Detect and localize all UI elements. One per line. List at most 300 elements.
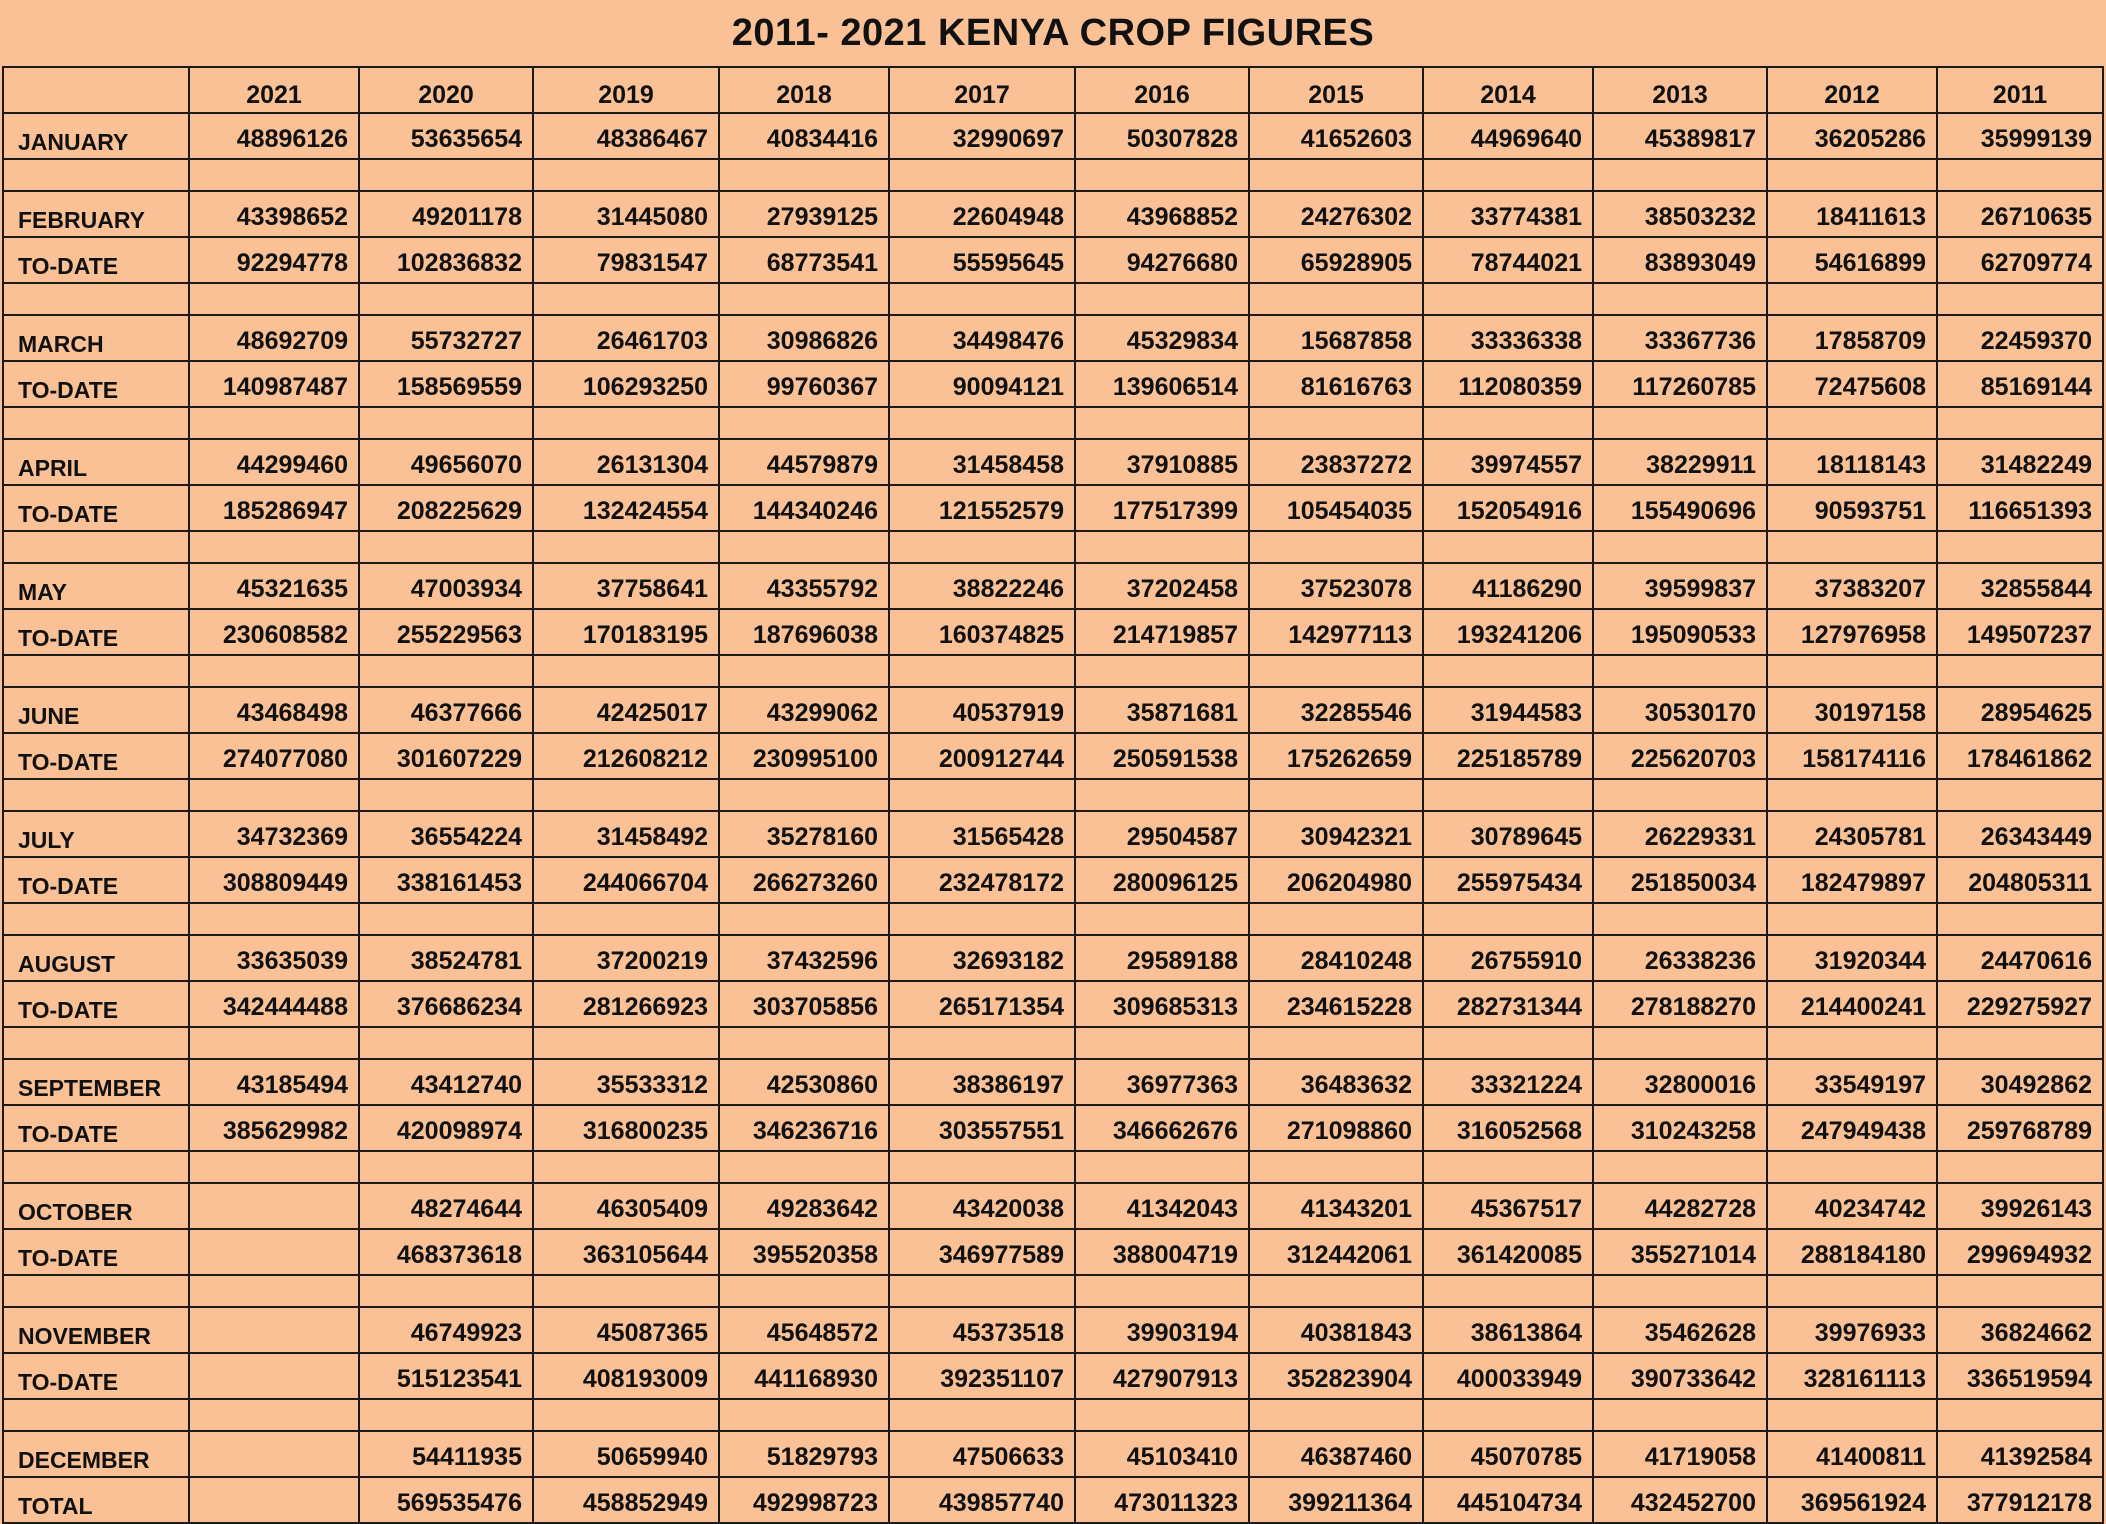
value-cell: 569535476 xyxy=(359,1477,533,1523)
table-row xyxy=(3,315,2103,361)
empty-cell xyxy=(533,1399,719,1431)
value-cell: 170183195 xyxy=(533,609,719,655)
spacer-row xyxy=(3,407,2103,439)
empty-cell xyxy=(189,1399,359,1431)
value-cell: 47003934 xyxy=(359,563,533,609)
empty-cell xyxy=(1593,903,1767,935)
empty-cell xyxy=(359,159,533,191)
empty-cell xyxy=(719,407,889,439)
empty-cell xyxy=(1075,407,1249,439)
value-cell: 37202458 xyxy=(1075,563,1249,609)
value-cell: 106293250 xyxy=(533,361,719,407)
empty-cell xyxy=(3,655,189,687)
value-cell: 41400811 xyxy=(1767,1431,1937,1477)
value-cell: 250591538 xyxy=(1075,733,1249,779)
value-cell: 28410248 xyxy=(1249,935,1423,981)
crop-figures-table xyxy=(2,66,2104,1524)
empty-cell xyxy=(1249,1151,1423,1183)
value-cell: 278188270 xyxy=(1593,981,1767,1027)
value-cell: 445104734 xyxy=(1423,1477,1593,1523)
value-cell: 352823904 xyxy=(1249,1353,1423,1399)
empty-cell xyxy=(189,531,359,563)
value-cell: 458852949 xyxy=(533,1477,719,1523)
value-cell: 271098860 xyxy=(1249,1105,1423,1151)
empty-cell xyxy=(1937,779,2103,811)
table-row xyxy=(3,113,2103,159)
empty-cell xyxy=(889,1275,1075,1307)
empty-cell xyxy=(889,1027,1075,1059)
table-row xyxy=(3,563,2103,609)
spacer-row xyxy=(3,1027,2103,1059)
value-cell: 85169144 xyxy=(1937,361,2103,407)
value-cell: 299694932 xyxy=(1937,1229,2103,1275)
empty-cell xyxy=(1075,1399,1249,1431)
empty-cell xyxy=(1767,779,1937,811)
empty-cell xyxy=(359,903,533,935)
empty-cell xyxy=(719,1399,889,1431)
value-cell: 39974557 xyxy=(1423,439,1593,485)
value-cell: 121552579 xyxy=(889,485,1075,531)
empty-cell xyxy=(533,283,719,315)
spacer-row xyxy=(3,1399,2103,1431)
value-cell: 355271014 xyxy=(1593,1229,1767,1275)
value-cell: 30197158 xyxy=(1767,687,1937,733)
empty-cell xyxy=(1249,1027,1423,1059)
value-cell xyxy=(189,1307,359,1353)
value-cell: 22604948 xyxy=(889,191,1075,237)
empty-cell xyxy=(1423,407,1593,439)
value-cell: 38386197 xyxy=(889,1059,1075,1105)
value-cell: 41343201 xyxy=(1249,1183,1423,1229)
empty-cell xyxy=(1937,1151,2103,1183)
value-cell: 48896126 xyxy=(189,113,359,159)
value-cell: 363105644 xyxy=(533,1229,719,1275)
spacer-row xyxy=(3,159,2103,191)
value-cell: 43412740 xyxy=(359,1059,533,1105)
value-cell: 43468498 xyxy=(189,687,359,733)
value-cell: 35533312 xyxy=(533,1059,719,1105)
value-cell: 39976933 xyxy=(1767,1307,1937,1353)
year-header: 2018 xyxy=(719,67,889,113)
value-cell: 182479897 xyxy=(1767,857,1937,903)
value-cell: 32990697 xyxy=(889,113,1075,159)
year-header: 2016 xyxy=(1075,67,1249,113)
value-cell: 142977113 xyxy=(1249,609,1423,655)
value-cell: 255975434 xyxy=(1423,857,1593,903)
empty-cell xyxy=(1767,1399,1937,1431)
empty-cell xyxy=(1937,159,2103,191)
empty-cell xyxy=(1249,283,1423,315)
row-label: TO-DATE xyxy=(3,485,189,531)
value-cell: 33336338 xyxy=(1423,315,1593,361)
empty-cell xyxy=(1593,407,1767,439)
value-cell: 45087365 xyxy=(533,1307,719,1353)
empty-cell xyxy=(533,1151,719,1183)
value-cell: 31458492 xyxy=(533,811,719,857)
empty-cell xyxy=(1075,159,1249,191)
value-cell: 90593751 xyxy=(1767,485,1937,531)
value-cell: 400033949 xyxy=(1423,1353,1593,1399)
empty-cell xyxy=(1423,283,1593,315)
empty-cell xyxy=(1423,779,1593,811)
value-cell: 68773541 xyxy=(719,237,889,283)
row-label: TO-DATE xyxy=(3,361,189,407)
empty-cell xyxy=(1767,159,1937,191)
value-cell: 214719857 xyxy=(1075,609,1249,655)
empty-cell xyxy=(1423,1275,1593,1307)
table-row xyxy=(3,1059,2103,1105)
value-cell: 46305409 xyxy=(533,1183,719,1229)
value-cell: 92294778 xyxy=(189,237,359,283)
empty-cell xyxy=(1423,159,1593,191)
header-corner-cell xyxy=(3,67,189,113)
spacer-row xyxy=(3,655,2103,687)
value-cell: 55732727 xyxy=(359,315,533,361)
value-cell: 78744021 xyxy=(1423,237,1593,283)
value-cell: 473011323 xyxy=(1075,1477,1249,1523)
value-cell: 41392584 xyxy=(1937,1431,2103,1477)
empty-cell xyxy=(719,1275,889,1307)
value-cell: 90094121 xyxy=(889,361,1075,407)
value-cell: 45103410 xyxy=(1075,1431,1249,1477)
page-title: 2011- 2021 KENYA CROP FIGURES xyxy=(731,12,1375,54)
empty-cell xyxy=(3,1399,189,1431)
value-cell: 281266923 xyxy=(533,981,719,1027)
value-cell: 45648572 xyxy=(719,1307,889,1353)
value-cell: 439857740 xyxy=(889,1477,1075,1523)
spacer-row xyxy=(3,531,2103,563)
empty-cell xyxy=(1937,407,2103,439)
empty-cell xyxy=(719,531,889,563)
value-cell: 234615228 xyxy=(1249,981,1423,1027)
empty-cell xyxy=(3,283,189,315)
empty-cell xyxy=(1937,531,2103,563)
value-cell: 99760367 xyxy=(719,361,889,407)
value-cell: 72475608 xyxy=(1767,361,1937,407)
empty-cell xyxy=(889,283,1075,315)
value-cell: 158569559 xyxy=(359,361,533,407)
table-row xyxy=(3,361,2103,407)
row-label: TOTAL xyxy=(3,1477,189,1523)
value-cell: 17858709 xyxy=(1767,315,1937,361)
value-cell: 468373618 xyxy=(359,1229,533,1275)
empty-cell xyxy=(359,283,533,315)
empty-cell xyxy=(3,1151,189,1183)
value-cell: 45070785 xyxy=(1423,1431,1593,1477)
value-cell: 338161453 xyxy=(359,857,533,903)
empty-cell xyxy=(1593,655,1767,687)
value-cell: 31944583 xyxy=(1423,687,1593,733)
empty-cell xyxy=(189,283,359,315)
empty-cell xyxy=(1075,1151,1249,1183)
value-cell: 37910885 xyxy=(1075,439,1249,485)
value-cell: 26461703 xyxy=(533,315,719,361)
value-cell: 265171354 xyxy=(889,981,1075,1027)
value-cell: 187696038 xyxy=(719,609,889,655)
empty-cell xyxy=(1937,1399,2103,1431)
value-cell: 42530860 xyxy=(719,1059,889,1105)
value-cell: 18118143 xyxy=(1767,439,1937,485)
value-cell: 369561924 xyxy=(1767,1477,1937,1523)
value-cell: 230608582 xyxy=(189,609,359,655)
value-cell: 32285546 xyxy=(1249,687,1423,733)
row-label: TO-DATE xyxy=(3,1105,189,1151)
row-label: JUNE xyxy=(3,687,189,733)
empty-cell xyxy=(533,903,719,935)
value-cell: 206204980 xyxy=(1249,857,1423,903)
empty-cell xyxy=(533,159,719,191)
value-cell: 193241206 xyxy=(1423,609,1593,655)
empty-cell xyxy=(1593,1399,1767,1431)
empty-cell xyxy=(3,1027,189,1059)
value-cell: 140987487 xyxy=(189,361,359,407)
value-cell: 155490696 xyxy=(1593,485,1767,531)
table-row xyxy=(3,609,2103,655)
value-cell: 28954625 xyxy=(1937,687,2103,733)
value-cell: 83893049 xyxy=(1593,237,1767,283)
value-cell: 195090533 xyxy=(1593,609,1767,655)
year-header: 2014 xyxy=(1423,67,1593,113)
empty-cell xyxy=(1593,1275,1767,1307)
value-cell: 229275927 xyxy=(1937,981,2103,1027)
empty-cell xyxy=(719,1027,889,1059)
value-cell: 48274644 xyxy=(359,1183,533,1229)
value-cell: 214400241 xyxy=(1767,981,1937,1027)
table-row xyxy=(3,811,2103,857)
empty-cell xyxy=(359,1027,533,1059)
value-cell: 185286947 xyxy=(189,485,359,531)
value-cell: 342444488 xyxy=(189,981,359,1027)
value-cell: 303557551 xyxy=(889,1105,1075,1151)
value-cell: 441168930 xyxy=(719,1353,889,1399)
value-cell: 46749923 xyxy=(359,1307,533,1353)
value-cell: 33367736 xyxy=(1593,315,1767,361)
value-cell: 41186290 xyxy=(1423,563,1593,609)
value-cell: 45321635 xyxy=(189,563,359,609)
value-cell: 37383207 xyxy=(1767,563,1937,609)
value-cell: 38229911 xyxy=(1593,439,1767,485)
value-cell: 29504587 xyxy=(1075,811,1249,857)
empty-cell xyxy=(3,903,189,935)
value-cell: 36205286 xyxy=(1767,113,1937,159)
value-cell: 30789645 xyxy=(1423,811,1593,857)
year-header: 2020 xyxy=(359,67,533,113)
value-cell: 36824662 xyxy=(1937,1307,2103,1353)
value-cell: 102836832 xyxy=(359,237,533,283)
value-cell: 31565428 xyxy=(889,811,1075,857)
empty-cell xyxy=(1767,655,1937,687)
value-cell: 204805311 xyxy=(1937,857,2103,903)
value-cell: 244066704 xyxy=(533,857,719,903)
value-cell: 41652603 xyxy=(1249,113,1423,159)
table-row xyxy=(3,439,2103,485)
value-cell: 49656070 xyxy=(359,439,533,485)
value-cell: 346977589 xyxy=(889,1229,1075,1275)
value-cell: 346662676 xyxy=(1075,1105,1249,1151)
value-cell: 26131304 xyxy=(533,439,719,485)
row-label: DECEMBER xyxy=(3,1431,189,1477)
empty-cell xyxy=(189,1275,359,1307)
value-cell: 346236716 xyxy=(719,1105,889,1151)
table-row xyxy=(3,687,2103,733)
value-cell: 390733642 xyxy=(1593,1353,1767,1399)
empty-cell xyxy=(1937,1275,2103,1307)
empty-cell xyxy=(1767,531,1937,563)
table-row xyxy=(3,1431,2103,1477)
year-header: 2015 xyxy=(1249,67,1423,113)
value-cell: 39903194 xyxy=(1075,1307,1249,1353)
empty-cell xyxy=(1767,1275,1937,1307)
value-cell: 274077080 xyxy=(189,733,359,779)
value-cell: 27939125 xyxy=(719,191,889,237)
row-label: TO-DATE xyxy=(3,733,189,779)
empty-cell xyxy=(1593,1151,1767,1183)
value-cell: 45329834 xyxy=(1075,315,1249,361)
value-cell: 44579879 xyxy=(719,439,889,485)
empty-cell xyxy=(1075,1027,1249,1059)
spacer-row xyxy=(3,1151,2103,1183)
value-cell: 34498476 xyxy=(889,315,1075,361)
row-label: SEPTEMBER xyxy=(3,1059,189,1105)
value-cell: 43355792 xyxy=(719,563,889,609)
empty-cell xyxy=(1249,1275,1423,1307)
value-cell: 65928905 xyxy=(1249,237,1423,283)
value-cell: 44299460 xyxy=(189,439,359,485)
empty-cell xyxy=(719,283,889,315)
spacer-row xyxy=(3,1275,2103,1307)
table-row xyxy=(3,1307,2103,1353)
empty-cell xyxy=(1423,903,1593,935)
empty-cell xyxy=(1593,531,1767,563)
empty-cell xyxy=(719,159,889,191)
value-cell: 316052568 xyxy=(1423,1105,1593,1151)
empty-cell xyxy=(1423,531,1593,563)
empty-cell xyxy=(1767,283,1937,315)
value-cell: 30942321 xyxy=(1249,811,1423,857)
row-label: TO-DATE xyxy=(3,1353,189,1399)
value-cell: 22459370 xyxy=(1937,315,2103,361)
value-cell: 230995100 xyxy=(719,733,889,779)
value-cell: 492998723 xyxy=(719,1477,889,1523)
value-cell: 47506633 xyxy=(889,1431,1075,1477)
value-cell: 132424554 xyxy=(533,485,719,531)
empty-cell xyxy=(533,531,719,563)
value-cell: 24470616 xyxy=(1937,935,2103,981)
empty-cell xyxy=(3,407,189,439)
row-label: TO-DATE xyxy=(3,1229,189,1275)
value-cell: 259768789 xyxy=(1937,1105,2103,1151)
empty-cell xyxy=(533,1275,719,1307)
empty-cell xyxy=(889,903,1075,935)
value-cell: 46377666 xyxy=(359,687,533,733)
value-cell: 399211364 xyxy=(1249,1477,1423,1523)
row-label: JANUARY xyxy=(3,113,189,159)
value-cell: 301607229 xyxy=(359,733,533,779)
empty-cell xyxy=(359,779,533,811)
empty-cell xyxy=(1075,283,1249,315)
value-cell: 30530170 xyxy=(1593,687,1767,733)
value-cell: 116651393 xyxy=(1937,485,2103,531)
value-cell xyxy=(189,1353,359,1399)
value-cell: 40234742 xyxy=(1767,1183,1937,1229)
spacer-row xyxy=(3,903,2103,935)
value-cell: 225185789 xyxy=(1423,733,1593,779)
value-cell: 36483632 xyxy=(1249,1059,1423,1105)
table-row xyxy=(3,857,2103,903)
value-cell: 40537919 xyxy=(889,687,1075,733)
value-cell: 420098974 xyxy=(359,1105,533,1151)
table-body xyxy=(3,113,2103,1523)
value-cell: 38503232 xyxy=(1593,191,1767,237)
value-cell: 44282728 xyxy=(1593,1183,1767,1229)
value-cell: 26710635 xyxy=(1937,191,2103,237)
value-cell: 266273260 xyxy=(719,857,889,903)
row-label: TO-DATE xyxy=(3,237,189,283)
row-label: AUGUST xyxy=(3,935,189,981)
value-cell: 39926143 xyxy=(1937,1183,2103,1229)
empty-cell xyxy=(1075,655,1249,687)
value-cell: 282731344 xyxy=(1423,981,1593,1027)
row-label: OCTOBER xyxy=(3,1183,189,1229)
value-cell: 112080359 xyxy=(1423,361,1593,407)
value-cell: 208225629 xyxy=(359,485,533,531)
empty-cell xyxy=(719,1151,889,1183)
value-cell: 32800016 xyxy=(1593,1059,1767,1105)
value-cell: 50307828 xyxy=(1075,113,1249,159)
value-cell: 212608212 xyxy=(533,733,719,779)
value-cell: 160374825 xyxy=(889,609,1075,655)
value-cell: 139606514 xyxy=(1075,361,1249,407)
value-cell xyxy=(189,1431,359,1477)
table-row xyxy=(3,1183,2103,1229)
value-cell: 45373518 xyxy=(889,1307,1075,1353)
table-row xyxy=(3,1477,2103,1523)
table-row xyxy=(3,981,2103,1027)
empty-cell xyxy=(189,159,359,191)
table-row xyxy=(3,935,2103,981)
value-cell: 117260785 xyxy=(1593,361,1767,407)
empty-cell xyxy=(533,407,719,439)
value-cell: 35278160 xyxy=(719,811,889,857)
empty-cell xyxy=(189,903,359,935)
empty-cell xyxy=(1767,1151,1937,1183)
value-cell: 54411935 xyxy=(359,1431,533,1477)
empty-cell xyxy=(1249,407,1423,439)
empty-cell xyxy=(359,655,533,687)
value-cell: 225620703 xyxy=(1593,733,1767,779)
value-cell: 312442061 xyxy=(1249,1229,1423,1275)
empty-cell xyxy=(1423,655,1593,687)
value-cell: 44969640 xyxy=(1423,113,1593,159)
row-label: MARCH xyxy=(3,315,189,361)
value-cell: 38613864 xyxy=(1423,1307,1593,1353)
table-row xyxy=(3,733,2103,779)
empty-cell xyxy=(533,779,719,811)
value-cell: 328161113 xyxy=(1767,1353,1937,1399)
empty-cell xyxy=(889,407,1075,439)
empty-cell xyxy=(359,531,533,563)
empty-cell xyxy=(1249,903,1423,935)
value-cell: 31920344 xyxy=(1767,935,1937,981)
value-cell: 515123541 xyxy=(359,1353,533,1399)
value-cell: 392351107 xyxy=(889,1353,1075,1399)
value-cell: 37523078 xyxy=(1249,563,1423,609)
value-cell xyxy=(189,1183,359,1229)
value-cell: 26229331 xyxy=(1593,811,1767,857)
value-cell: 31482249 xyxy=(1937,439,2103,485)
year-header: 2017 xyxy=(889,67,1075,113)
table-row xyxy=(3,1105,2103,1151)
